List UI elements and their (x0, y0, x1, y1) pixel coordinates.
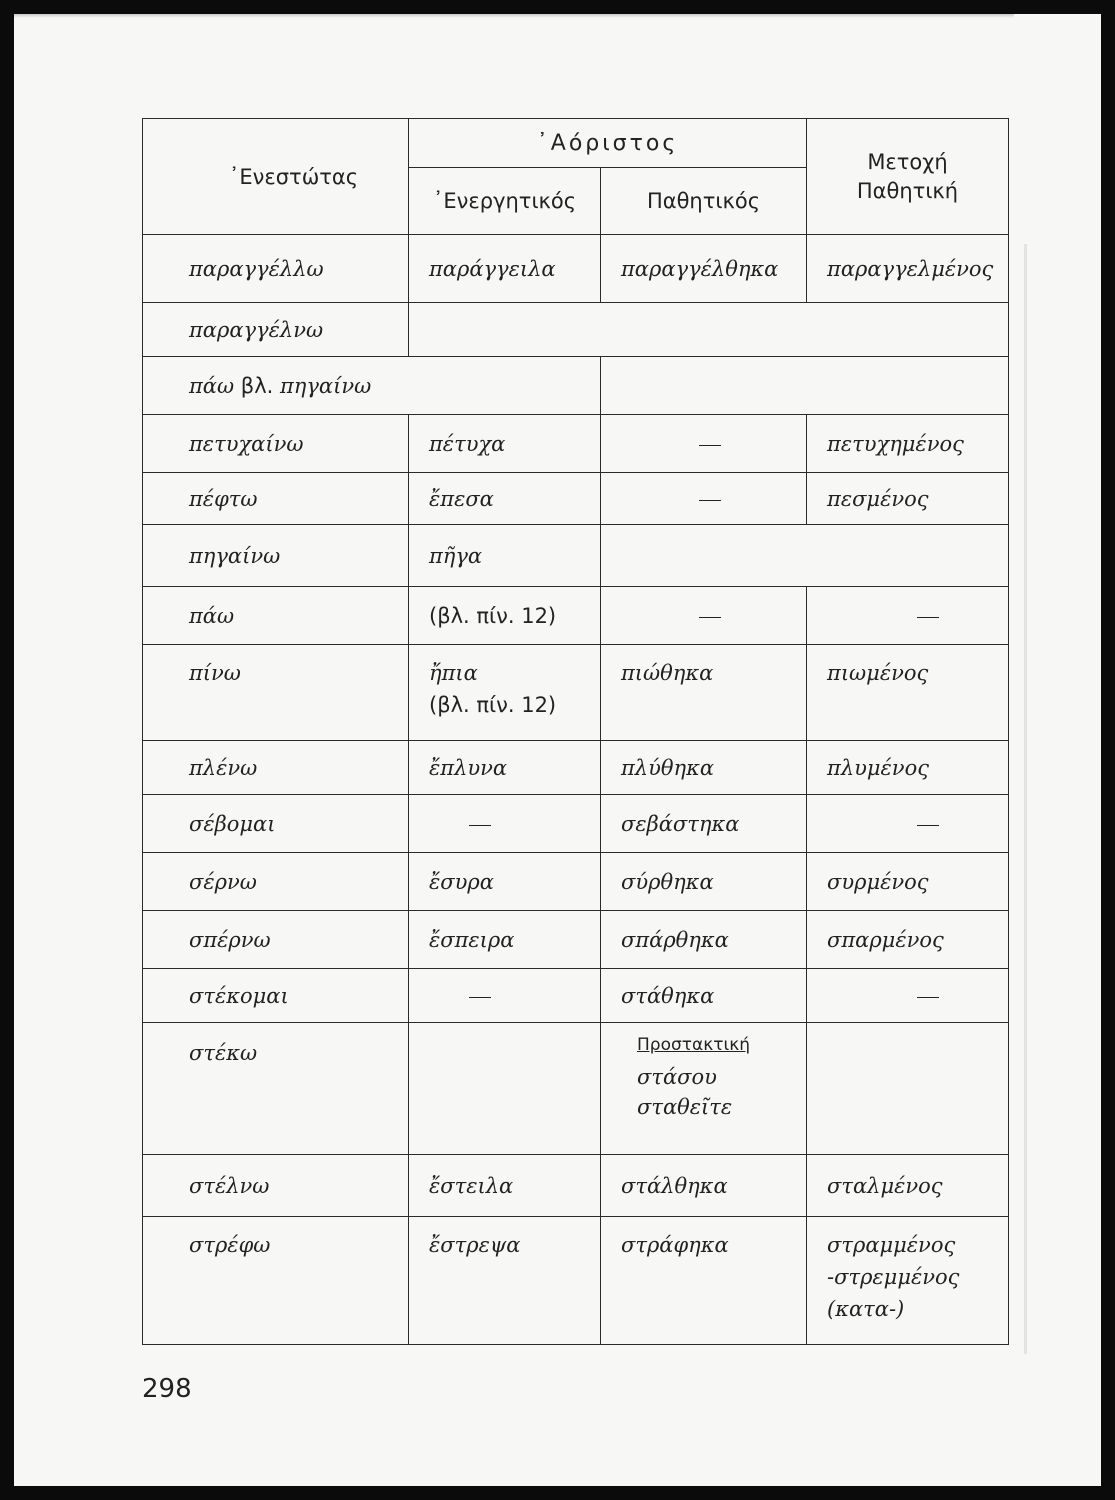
active-cell (409, 795, 601, 853)
participle-cell: σταλμένος (807, 1155, 1009, 1217)
present-cell: πετυχαίνω (143, 415, 409, 473)
header-participle (807, 119, 1009, 235)
participle-cell: πεσμένος (807, 473, 1009, 525)
participle-cell (807, 1217, 1009, 1345)
active-cell: (βλ. πίν. 12) (409, 587, 601, 645)
present-cell: παραγγέλνω (143, 303, 409, 357)
passive-cell: σύρθηκα (601, 853, 807, 911)
passive-cell: σπάρθηκα (601, 911, 807, 969)
active-cell: ἔστειλα (409, 1155, 601, 1217)
present-cell: παραγγέλλω (143, 235, 409, 303)
page-number: 298 (142, 1374, 192, 1404)
participle-cell: σπαρμένος (807, 911, 1009, 969)
dash-mark (469, 825, 491, 826)
passive-cell: στράφηκα (601, 1217, 807, 1345)
passive-cell: στάθηκα (601, 969, 807, 1023)
table-row (143, 357, 1009, 415)
empty-cell (409, 1023, 601, 1155)
present-cell: στρέφω (143, 1217, 409, 1345)
active-cell: ἔπεσα (409, 473, 601, 525)
dash-mark (917, 617, 939, 618)
table-row (143, 911, 1009, 969)
active-note: (βλ. πίν. 12) (429, 693, 557, 717)
header-active: ᾿Ενεργητικός (409, 168, 601, 235)
present-cell: σέρνω (143, 853, 409, 911)
active-cell: πῆγα (409, 525, 601, 587)
empty-cell (409, 303, 1009, 357)
participle-cell: πιωμένος (807, 645, 1009, 741)
present-cell: πέφτω (143, 473, 409, 525)
active-cell: ἔστρεψα (409, 1217, 601, 1345)
header-participle-line1: Μετοχή (867, 150, 948, 175)
active-cell: πέτυχα (409, 415, 601, 473)
table-row (143, 1023, 1009, 1155)
table-row (143, 303, 1009, 357)
passive-cell: σεβάστηκα (601, 795, 807, 853)
table-row (143, 645, 1009, 741)
present-cell: πάω (143, 587, 409, 645)
present-cell: στέκω (143, 1023, 409, 1155)
participle-cell: πλυμένος (807, 741, 1009, 795)
present-cell: σέβομαι (143, 795, 409, 853)
see-note: βλ. (240, 373, 274, 398)
table-row (143, 741, 1009, 795)
present-cell: πίνω (143, 645, 409, 741)
participle-cell (807, 795, 1009, 853)
participle-cell: παραγγελμένος (807, 235, 1009, 303)
table-row (143, 473, 1009, 525)
book-page (14, 14, 1101, 1486)
passive-cell (601, 1023, 807, 1155)
active-cell: ἔπλυνα (409, 741, 601, 795)
header-present: ᾿Ενεστώτας (143, 119, 409, 235)
participle-cell: συρμένος (807, 853, 1009, 911)
present-cell (143, 357, 601, 415)
participle-cell (807, 969, 1009, 1023)
participle-line2: -στρεμμένος (827, 1265, 960, 1289)
table-row (143, 853, 1009, 911)
bleed-through-line (1024, 244, 1027, 1354)
active-cell: ἔσπειρα (409, 911, 601, 969)
see-reference: πηγαίνω (280, 373, 372, 398)
participle-line1: στραμμένος (827, 1233, 956, 1257)
present-word: πάω (189, 373, 235, 398)
passive-cell: πλύθηκα (601, 741, 807, 795)
scan-edge-shadow (14, 14, 1014, 18)
active-word: ἤπια (429, 661, 478, 685)
dash-mark (917, 825, 939, 826)
table-row (143, 587, 1009, 645)
imperative-singular: στάσου (637, 1065, 717, 1089)
dash-mark (699, 617, 721, 618)
imperative-heading: Προστακτική (637, 1035, 750, 1055)
header-aorist: ᾿Αόριστος (409, 119, 807, 168)
passive-cell (601, 587, 807, 645)
dash-mark (469, 997, 491, 998)
present-cell: πλένω (143, 741, 409, 795)
table-row (143, 235, 1009, 303)
active-cell: ἔσυρα (409, 853, 601, 911)
empty-cell (601, 525, 1009, 587)
imperative-plural: σταθεῖτε (637, 1095, 733, 1119)
table-row (143, 1155, 1009, 1217)
passive-cell: στάλθηκα (601, 1155, 807, 1217)
verb-table (142, 118, 1009, 1345)
table-row (143, 969, 1009, 1023)
dash-mark (699, 445, 721, 446)
empty-cell (601, 357, 1009, 415)
passive-cell (601, 473, 807, 525)
header-passive: Παθητικός (601, 168, 807, 235)
active-cell: παράγγειλα (409, 235, 601, 303)
participle-line3: (κατα-) (827, 1297, 905, 1321)
present-cell: στέκομαι (143, 969, 409, 1023)
passive-cell: παραγγέλθηκα (601, 235, 807, 303)
passive-cell: πιώθηκα (601, 645, 807, 741)
table-row (143, 525, 1009, 587)
header-participle-line2: Παθητική (856, 178, 959, 203)
participle-cell: πετυχημένος (807, 415, 1009, 473)
table-row (143, 1217, 1009, 1345)
present-cell: στέλνω (143, 1155, 409, 1217)
active-cell (409, 645, 601, 741)
empty-cell (807, 1023, 1009, 1155)
dash-mark (917, 997, 939, 998)
header-row-1 (143, 119, 1009, 168)
passive-cell (601, 415, 807, 473)
table-row (143, 795, 1009, 853)
active-cell (409, 969, 601, 1023)
table-row (143, 415, 1009, 473)
present-cell: σπέρνω (143, 911, 409, 969)
dash-mark (699, 500, 721, 501)
participle-cell (807, 587, 1009, 645)
present-cell: πηγαίνω (143, 525, 409, 587)
